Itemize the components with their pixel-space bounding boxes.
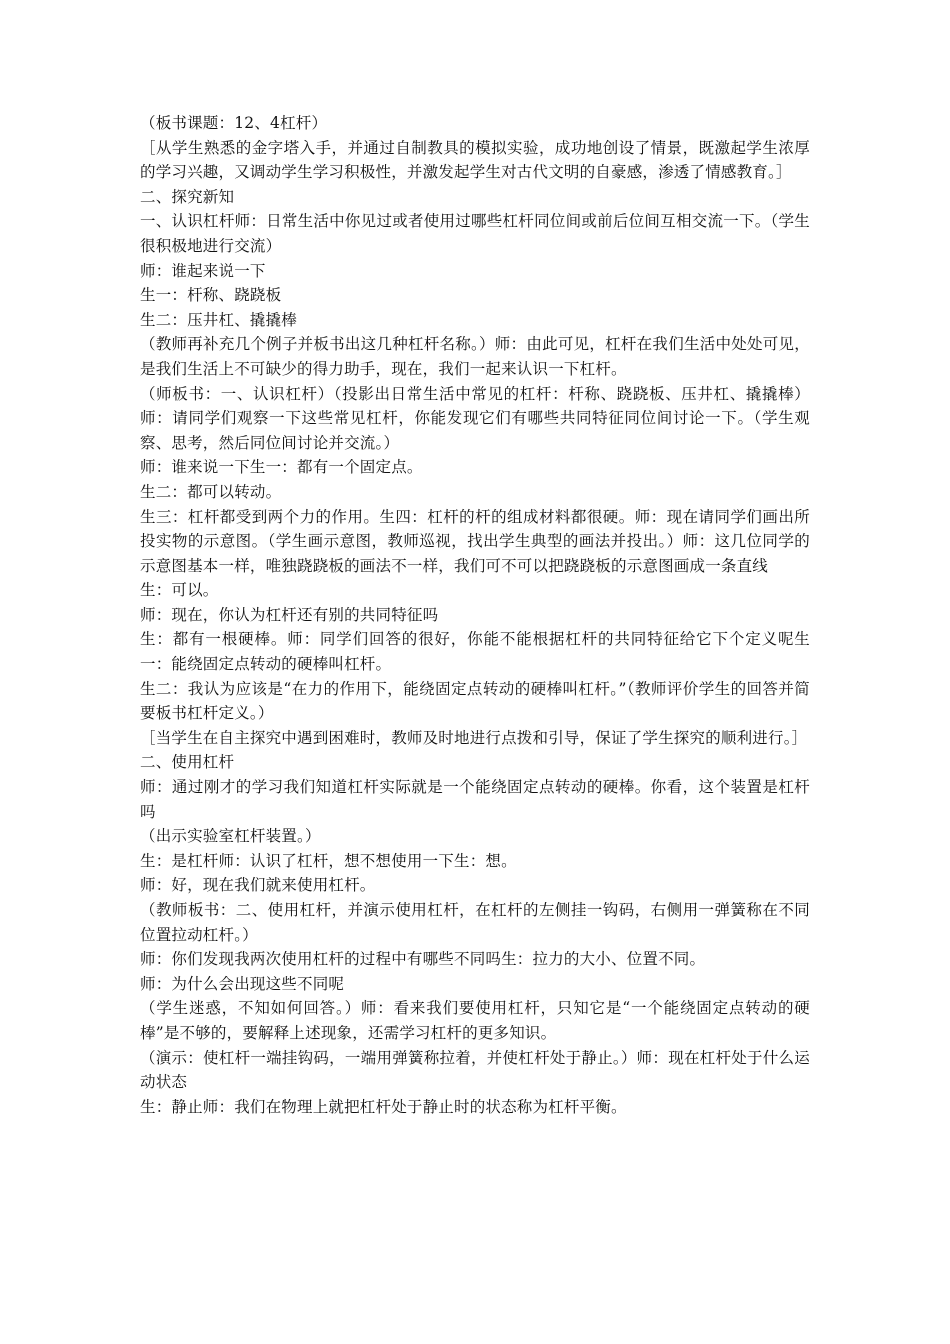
dialogue-line: （教师再补充几个例子并板书出这几种杠杆名称。）师：由此可见，杠杆在我们生活中处处可见，是我们生活上不可缺少的得力助手，现在，我们一起来认识一下杠杆。 <box>140 335 810 378</box>
dialogue-line: （出示实验室杠杆装置。） <box>140 827 321 846</box>
design-commentary: ［当学生在自主探究中遇到困难时，教师及时地进行点拨和引导，保证了学生探究的顺利进行。］ <box>140 728 808 747</box>
dialogue-line: 生一：杆称、跷跷板 <box>140 286 282 305</box>
dialogue-line: （教师板书：二、使用杠杆，并演示使用杠杆，在杠杆的左侧挂一钩码，右侧用一弹簧称在不同位置拉动杠杆。） <box>140 901 810 944</box>
section-heading: 二、探究新知 <box>140 187 235 206</box>
dialogue-line: 师：谁来说一下生一：都有一个固定点。 <box>140 458 423 477</box>
dialogue-line: 生：是杠杆师：认识了杠杆，想不想使用一下生：想。 <box>140 851 517 870</box>
dialogue-line: 师：好，现在我们就来使用杠杆。 <box>140 876 376 895</box>
dialogue-line: 生：可以。 <box>140 581 219 600</box>
design-commentary: ［从学生熟悉的金字塔入手，并通过自制教具的模拟实验，成功地创设了情景，既激起学生浓厚的学习兴趣，又调动学生学习积极性，并激发起学生对古代文明的自豪感，渗透了情感教育。］ <box>140 138 810 182</box>
dialogue-line: 师：谁起来说一下 <box>140 261 266 280</box>
dialogue-line: （师板书：一、认识杠杆）（投影出日常生活中常见的杠杆：杆称、跷跷板、压井杠、撬撬棒）师：请同学们观察一下这些常见杠杆，你能发现它们有哪些共同特征同位间讨论一下。（学生观察、思考，然后同位间讨论并交流。） <box>140 384 810 452</box>
dialogue-line: 师：你们发现我两次使用杠杆的过程中有哪些不同吗生：拉力的大小、位置不同。 <box>140 950 706 969</box>
subsection-heading: 一、认识杠杆师：日常生活中你见过或者使用过哪些杠杆同位间或前后位间互相交流一下。（学生很积极地进行交流） <box>140 212 810 255</box>
dialogue-line: 生：静止师：我们在物理上就把杠杆处于静止时的状态称为杠杆平衡。 <box>140 1097 627 1116</box>
dialogue-line: 师：现在，你认为杠杆还有别的共同特征吗 <box>140 605 439 624</box>
dialogue-line: 生二：都可以转动。 <box>140 482 282 501</box>
dialogue-line: 师：为什么会出现这些不同呢 <box>140 974 345 993</box>
document-body <box>140 111 810 1119</box>
dialogue-line: （演示：使杠杆一端挂钩码，一端用弹簧称拉着，并使杠杆处于静止。）师：现在杠杆处于什么运动状态 <box>140 1048 810 1092</box>
dialogue-line: 生三：杠杆都受到两个力的作用。生四：杠杆的杆的组成材料都很硬。师：现在请同学们画出所投实物的示意图。（学生画示意图，教师巡视，找出学生典型的画法并投出。）师：这几位同学的示意图基本一样，唯独跷跷板的画法不一样，我们可不可以把跷跷板的示意图画成一条直线 <box>140 507 810 575</box>
dialogue-line: 师：通过刚才的学习我们知道杠杆实际就是一个能绕固定点转动的硬棒。你看，这个装置是杠杆吗 <box>140 778 810 821</box>
dialogue-line: 生二：我认为应该是“在力的作用下，能绕固定点转动的硬棒叫杠杆。”（教师评价学生的回答并简要板书杠杆定义。） <box>140 679 810 723</box>
dialogue-line: 生二：压井杠、撬撬棒 <box>140 310 298 329</box>
dialogue-line: （学生迷惑，不知如何回答。）师：看来我们要使用杠杆，只知它是“一个能绕固定点转动的硬棒”是不够的，要解释上述现象，还需学习杠杆的更多知识。 <box>140 999 810 1042</box>
board-title-note: （板书课题：12、4杠杆） <box>140 114 328 132</box>
dialogue-line: 生：都有一根硬棒。师：同学们回答的很好，你能不能根据杠杆的共同特征给它下个定义呢生一：能绕固定点转动的硬棒叫杠杆。 <box>140 630 810 674</box>
subsection-heading: 二、使用杠杆 <box>140 753 235 772</box>
